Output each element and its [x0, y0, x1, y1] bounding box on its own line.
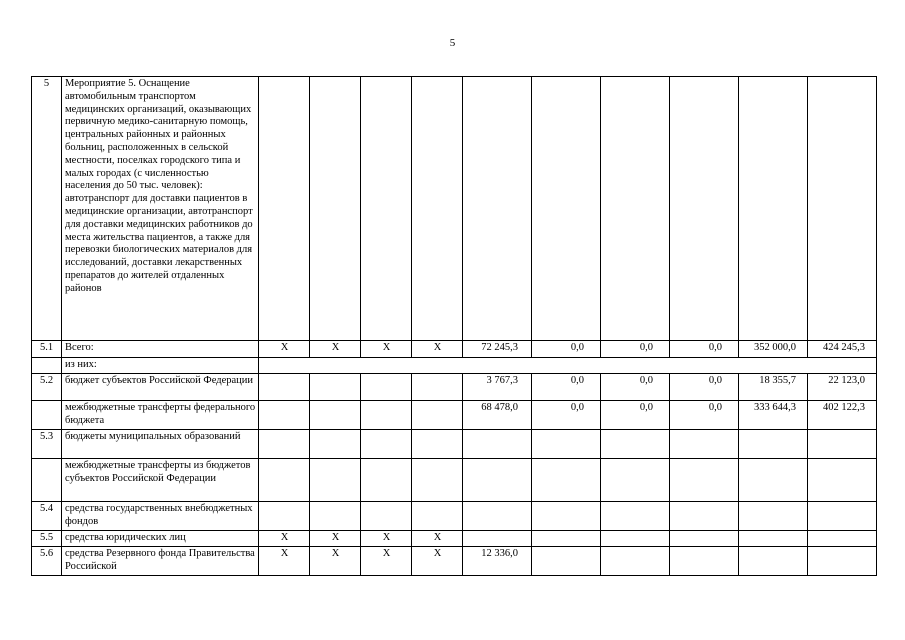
cell: [808, 502, 877, 531]
cell: [739, 430, 808, 459]
cell: [601, 502, 670, 531]
cell: [670, 430, 739, 459]
row-label: бюджет субъектов Российской Федерации: [62, 374, 259, 401]
cell: [670, 531, 739, 547]
row-number: 5.1: [32, 341, 62, 358]
cell: [259, 374, 310, 401]
cell: 72 245,3: [463, 341, 532, 358]
cell: [808, 531, 877, 547]
table-row: [32, 430, 877, 459]
cell: [310, 459, 361, 502]
table-row: [32, 77, 877, 341]
cell: [259, 77, 310, 341]
cell: 0,0: [532, 401, 601, 430]
cell: X: [412, 531, 463, 547]
cell: [412, 430, 463, 459]
cell: [463, 430, 532, 459]
cell: [463, 459, 532, 502]
cell: [310, 374, 361, 401]
row-label: средства юридических лиц: [62, 531, 259, 547]
cell: [361, 401, 412, 430]
table-row: [32, 531, 877, 547]
table-row: [32, 459, 877, 502]
cell: X: [412, 547, 463, 576]
cell: 352 000,0: [739, 341, 808, 358]
row-number: [32, 358, 62, 374]
row-label: Всего:: [62, 341, 259, 358]
cell: X: [259, 547, 310, 576]
cell: [601, 459, 670, 502]
cell: X: [361, 547, 412, 576]
cell: [808, 547, 877, 576]
cell: [259, 502, 310, 531]
cell: [361, 459, 412, 502]
cell: [463, 531, 532, 547]
cell: [601, 430, 670, 459]
cell: [670, 459, 739, 502]
cell: 22 123,0: [808, 374, 877, 401]
cell: [310, 401, 361, 430]
row-label: средства государственных внебюджетных фондов: [62, 502, 259, 531]
cell: [412, 401, 463, 430]
row-number: 5.2: [32, 374, 62, 401]
cell: X: [310, 341, 361, 358]
cell: [532, 547, 601, 576]
cell: [601, 77, 670, 341]
cell: [532, 531, 601, 547]
row-label: из них:: [62, 358, 259, 374]
budget-table: [31, 76, 877, 576]
cell: [412, 459, 463, 502]
cell: X: [361, 531, 412, 547]
table-row: [32, 374, 877, 401]
cell: [361, 430, 412, 459]
cell: [532, 502, 601, 531]
cell: 402 122,3: [808, 401, 877, 430]
cell: [670, 547, 739, 576]
cell: [361, 77, 412, 341]
cell: 68 478,0: [463, 401, 532, 430]
cell: [532, 459, 601, 502]
row-number: 5.3: [32, 430, 62, 459]
table-row: [32, 358, 877, 374]
cell: 424 245,3: [808, 341, 877, 358]
cell: [808, 459, 877, 502]
cell: 18 355,7: [739, 374, 808, 401]
cell: [739, 459, 808, 502]
row-number: 5: [32, 77, 62, 341]
cell: [739, 547, 808, 576]
row-label: межбюджетные трансферты из бюджетов субъектов Российской Федерации: [62, 459, 259, 502]
cell: 333 644,3: [739, 401, 808, 430]
cell: [361, 502, 412, 531]
row-number: 5.5: [32, 531, 62, 547]
row-label: межбюджетные трансферты федерального бюджета: [62, 401, 259, 430]
row-number: 5.6: [32, 547, 62, 576]
cell: [670, 77, 739, 341]
cell: [808, 77, 877, 341]
cell: X: [259, 341, 310, 358]
row-number: [32, 401, 62, 430]
cell: 0,0: [601, 401, 670, 430]
table-row: [32, 401, 877, 430]
cell: 3 767,3: [463, 374, 532, 401]
row-label: Мероприятие 5. Оснащение автомобильным транспортом медицинских организаций, оказывающих первичную медико-санитарную помощь, центральных районных и районных больниц, расположенных в сельской местности, поселках городского типа и малых городах (с численностью населения до 50 тыс. человек): автотранспорт для доставки пациентов в медицинские организации, автотранспорт для доставки медицинских работников до места жительства пациентов, а также для перевозки биологических материалов для исследований, доставки лекарственных препаратов до жителей отдаленных районов: [62, 77, 259, 341]
page-number: 5: [449, 37, 456, 49]
cell: X: [412, 341, 463, 358]
cell: [463, 77, 532, 341]
cell: [310, 77, 361, 341]
cell: [412, 77, 463, 341]
table-row: [32, 547, 877, 576]
cell: X: [259, 531, 310, 547]
cell: [310, 430, 361, 459]
cell: [808, 430, 877, 459]
cell: [670, 502, 739, 531]
cell: 0,0: [670, 401, 739, 430]
cell: 12 336,0: [463, 547, 532, 576]
cell: [739, 77, 808, 341]
cell: X: [310, 547, 361, 576]
row-number: 5.4: [32, 502, 62, 531]
cell: 0,0: [601, 374, 670, 401]
cell: 0,0: [670, 341, 739, 358]
cell: [601, 531, 670, 547]
cell: [739, 502, 808, 531]
table-row: [32, 341, 877, 358]
cell: [412, 502, 463, 531]
cell: [532, 430, 601, 459]
cell: 0,0: [601, 341, 670, 358]
cell: [361, 374, 412, 401]
cell: [412, 374, 463, 401]
cell: [463, 502, 532, 531]
cell: 0,0: [670, 374, 739, 401]
cell: [532, 77, 601, 341]
cell: [259, 459, 310, 502]
row-number: [32, 459, 62, 502]
cell: [601, 547, 670, 576]
table-row: [32, 502, 877, 531]
cell: [259, 401, 310, 430]
cell: X: [310, 531, 361, 547]
row-label: средства Резервного фонда Правительства Российской: [62, 547, 259, 576]
cell: [310, 502, 361, 531]
merged-cell: [259, 358, 877, 374]
cell: [739, 531, 808, 547]
cell: 0,0: [532, 341, 601, 358]
cell: 0,0: [532, 374, 601, 401]
cell: [259, 430, 310, 459]
row-label: бюджеты муниципальных образований: [62, 430, 259, 459]
cell: X: [361, 341, 412, 358]
